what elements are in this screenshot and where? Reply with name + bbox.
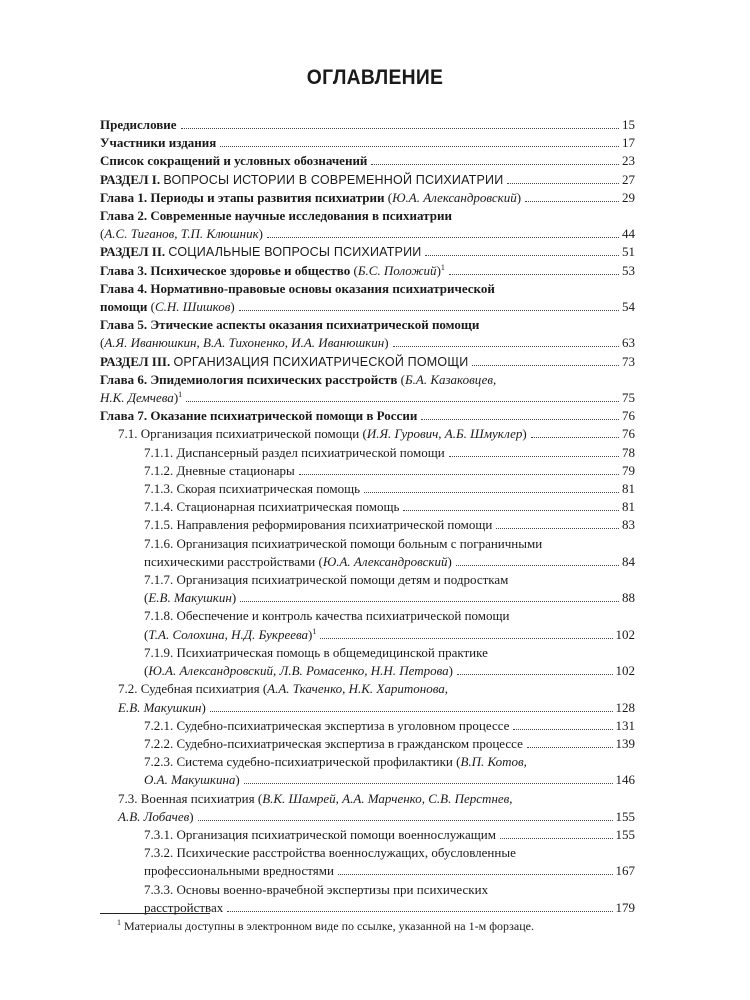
dot-leader xyxy=(513,729,612,730)
dot-leader xyxy=(239,310,619,311)
page-number: 128 xyxy=(615,699,635,715)
dot-leader xyxy=(240,601,619,602)
entry-text-segment: Т.А. Солохина, Н.Д. Букреева xyxy=(148,626,309,642)
page-number: 15 xyxy=(622,117,635,132)
page-number: 63 xyxy=(622,335,635,351)
toc-entry[interactable] xyxy=(100,462,635,480)
toc-entry-line xyxy=(100,262,635,280)
entry-text-segment: А.В. Лобачев xyxy=(118,808,190,824)
entry-text-segment: Глава 5. Этические аспекты оказания психиатрической помощи xyxy=(100,317,480,333)
toc-entry-line xyxy=(144,717,635,735)
toc-entry[interactable] xyxy=(100,571,635,607)
entry-text-segment: Н.К. Демчева xyxy=(100,390,174,406)
toc-entry-line xyxy=(144,662,635,680)
page-number: 78 xyxy=(622,444,635,460)
entry-text-segment: В.П. Котов, xyxy=(460,754,527,770)
entry-text-segment: РАЗДЕЛ II. xyxy=(100,244,166,260)
toc-entry-line xyxy=(144,589,635,607)
toc-entry[interactable] xyxy=(100,480,635,498)
toc-entry-line xyxy=(144,480,635,498)
page-number: 17 xyxy=(622,135,635,151)
entry-text-segment: ВОПРОСЫ ИСТОРИИ В СОВРЕМЕННОЙ ПСИХИАТРИИ xyxy=(163,172,504,187)
entry-text-segment: Глава 7. Оказание психиатрической помощи в России xyxy=(100,408,418,424)
dot-leader xyxy=(267,237,619,238)
toc-entry-line xyxy=(100,116,635,134)
page-number: 88 xyxy=(622,590,635,606)
entry-text-segment: ) xyxy=(189,808,194,824)
entry-text-segment: ) xyxy=(231,590,237,606)
toc-entry[interactable] xyxy=(100,826,635,844)
dot-leader xyxy=(525,201,619,202)
toc-entry[interactable] xyxy=(100,498,635,516)
toc-entry-line xyxy=(144,626,635,644)
page-number: 83 xyxy=(622,517,635,533)
entry-text-segment: 7.1.5. Направления реформирования психиатрической помощи xyxy=(144,517,493,533)
page-number: 155 xyxy=(615,808,635,824)
entry-text-segment: 1 xyxy=(178,390,183,400)
toc-entry[interactable] xyxy=(100,189,635,207)
toc-entry-line xyxy=(144,444,635,462)
dot-leader xyxy=(531,437,619,438)
toc-entry-line xyxy=(144,535,635,553)
dot-leader xyxy=(500,838,613,839)
dot-leader xyxy=(393,346,619,347)
entry-text-segment: ) xyxy=(308,626,313,642)
toc-entry-line xyxy=(144,516,635,534)
entry-text-segment: 7.3.2. Психические расстройства военнослужащих, обусловленные xyxy=(144,845,516,861)
toc-entry[interactable] xyxy=(100,680,635,716)
entry-text-segment: ( xyxy=(397,371,405,387)
entry-text-segment: Е.В. Макушкин xyxy=(118,699,202,715)
entry-text-segment: ( xyxy=(350,262,358,278)
toc-entry[interactable] xyxy=(100,207,635,243)
dot-leader xyxy=(220,146,619,147)
entry-text-segment: ) xyxy=(258,226,263,242)
page-number: 81 xyxy=(622,481,635,497)
dot-leader xyxy=(371,164,619,165)
entry-text-segment: 7.1.3. Скорая психиатрическая помощь xyxy=(144,481,361,497)
entry-text-segment: 7.1. Организация психиатрической помощи ( xyxy=(118,426,367,442)
entry-text-segment: С.Н. Шишков xyxy=(155,299,231,315)
toc-entry[interactable] xyxy=(100,280,635,316)
dot-leader xyxy=(364,492,619,493)
toc-entry-line xyxy=(100,407,635,425)
toc-entry-line xyxy=(144,881,635,899)
page-number: 102 xyxy=(615,663,635,679)
toc-entry-line xyxy=(100,353,635,371)
entry-text-segment: ) xyxy=(201,699,206,715)
page-number: 131 xyxy=(615,717,635,733)
toc-entry[interactable] xyxy=(100,753,635,789)
page-number: 155 xyxy=(615,826,635,842)
footnote-mark: 1 xyxy=(117,918,121,927)
dot-leader xyxy=(421,419,619,420)
entry-text-segment: 7.2.2. Судебно-психиатрическая экспертиза в гражданском процессе xyxy=(144,735,523,751)
dot-leader xyxy=(186,401,619,402)
toc-entry-line xyxy=(100,280,635,298)
entry-text-segment: 7.2. Судебная психиатрия ( xyxy=(118,681,268,697)
dot-leader xyxy=(299,474,619,475)
entry-text-segment: Ю.А. Александровский xyxy=(322,553,448,569)
dot-leader xyxy=(244,783,613,784)
entry-text-segment: 7.1.4. Стационарная психиатрическая помощь xyxy=(144,499,400,515)
toc-entry-line xyxy=(100,207,635,225)
dot-leader xyxy=(456,565,619,566)
page-number: 27 xyxy=(622,171,635,187)
page-number: 179 xyxy=(615,899,635,915)
toc-entry[interactable] xyxy=(100,152,635,170)
toc-entry[interactable] xyxy=(100,535,635,571)
entry-text-segment: А.А. Ткаченко, Н.К. Харитонова, xyxy=(267,681,449,697)
page-number: 29 xyxy=(622,189,635,205)
page-number: 54 xyxy=(622,299,635,315)
toc-entry-line xyxy=(100,243,635,261)
dot-leader xyxy=(210,711,613,712)
footnote-text: Материалы доступны в электронном виде по ссылке, указанной на 1-м форзаце. xyxy=(124,919,534,933)
toc-entry[interactable] xyxy=(100,171,635,189)
entry-text-segment: ) xyxy=(235,772,240,788)
dot-leader xyxy=(181,128,619,129)
dot-leader xyxy=(425,255,619,256)
entry-text-segment: А.Я. Иванюшкин, В.А. Тихоненко, И.А. Иванюшкин xyxy=(104,335,385,351)
page-number: 76 xyxy=(622,426,635,442)
toc-entry-line xyxy=(144,607,635,625)
dot-leader xyxy=(496,528,619,529)
entry-text-segment: 7.2.1. Судебно-психиатрическая экспертиза в уголовном процессе xyxy=(144,717,510,733)
dot-leader xyxy=(449,456,619,457)
page-number: 139 xyxy=(615,735,635,751)
entry-text-segment: ( xyxy=(144,663,149,679)
toc-entry[interactable] xyxy=(100,262,635,280)
dot-leader xyxy=(449,274,619,275)
page-number: 146 xyxy=(615,772,635,788)
toc-entry[interactable] xyxy=(100,371,635,407)
toc-entry-line xyxy=(144,771,635,789)
toc-entry-line xyxy=(118,790,635,808)
entry-text-segment: 7.1.6. Организация психиатрической помощи больным с пограничными xyxy=(144,535,543,551)
page-number: 76 xyxy=(622,408,635,424)
toc-entry[interactable] xyxy=(100,717,635,735)
toc-entry-line xyxy=(100,225,635,243)
toc-entry[interactable] xyxy=(100,516,635,534)
toc-entry-line xyxy=(144,462,635,480)
dot-leader xyxy=(198,820,613,821)
toc-entry-line xyxy=(144,862,635,880)
entry-text-segment: ( xyxy=(100,335,105,351)
toc-entry-line xyxy=(100,371,635,389)
toc-entry[interactable] xyxy=(100,243,635,261)
toc-entry-line xyxy=(144,498,635,516)
entry-text-segment: ) xyxy=(384,335,389,351)
entry-text-segment: Предисловие xyxy=(100,117,177,132)
entry-text-segment: Глава 2. Современные научные исследования в психиатрии xyxy=(100,208,452,224)
entry-text-segment: ) xyxy=(522,426,527,442)
dot-leader xyxy=(403,510,619,511)
entry-text-segment: СОЦИАЛЬНЫЕ ВОПРОСЫ ПСИХИАТРИИ xyxy=(168,245,422,260)
page-number: 75 xyxy=(622,390,635,406)
toc-entry-line xyxy=(144,899,635,917)
toc-entry-line xyxy=(118,425,635,443)
entry-text-segment: И.Я. Гурович, А.Б. Шмуклер xyxy=(366,426,523,442)
toc-entry-line xyxy=(118,680,635,698)
entry-text-segment: ОРГАНИЗАЦИЯ ПСИХИАТРИЧЕСКОЙ ПОМОЩИ xyxy=(173,354,469,369)
toc-entry[interactable] xyxy=(100,407,635,425)
dot-leader xyxy=(457,674,613,675)
entry-text-segment: 7.1.9. Психиатрическая помощь в общемедицинской практике xyxy=(144,644,488,660)
entry-text-segment: Список сокращений и условных обозначений xyxy=(100,153,368,169)
toc-entry[interactable] xyxy=(100,425,635,443)
entry-text-segment: Б.С. Положий xyxy=(357,262,437,278)
entry-text-segment: 7.1.7. Организация психиатрической помощи детям и подросткам xyxy=(144,572,509,588)
entry-text-segment: психическими расстройствами ( xyxy=(144,553,323,569)
entry-text-segment: 7.3. Военная психиатрия ( xyxy=(118,790,263,806)
entry-text-segment: 7.3.3. Основы военно-врачебной экспертизы при психических xyxy=(144,881,489,897)
entry-text-segment: ( xyxy=(147,299,155,315)
entry-text-segment: расстройствах xyxy=(144,899,224,915)
toc-entry-line xyxy=(144,826,635,844)
entry-text-segment: О.А. Макушкина xyxy=(144,772,236,788)
toc-entry[interactable] xyxy=(100,444,635,462)
entry-text-segment: ( xyxy=(144,626,149,642)
dot-leader xyxy=(507,183,619,184)
footnote-rule xyxy=(100,913,210,914)
entry-text-segment: 1 xyxy=(440,262,445,272)
entry-text-segment: 7.1.8. Обеспечение и контроль качества психиатрической помощи xyxy=(144,608,510,624)
entry-text-segment: Глава 3. Психическое здоровье и общество xyxy=(100,262,351,278)
toc-entry[interactable] xyxy=(100,735,635,753)
toc-entry-line xyxy=(118,808,635,826)
toc-entry-line xyxy=(144,553,635,571)
entry-text-segment: РАЗДЕЛ I. xyxy=(100,171,161,187)
entry-text-segment: Глава 4. Нормативно-правовые основы оказания психиатрической xyxy=(100,280,495,296)
entry-text-segment: Ю.А. Александровский, Л.В. Ромасенко, Н.Н. Петрова xyxy=(148,663,449,679)
toc-entry-line xyxy=(144,571,635,589)
toc-entry[interactable] xyxy=(100,316,635,352)
page-number: 102 xyxy=(615,626,635,642)
toc-entry[interactable] xyxy=(100,607,635,643)
entry-text-segment: ( xyxy=(144,590,149,606)
dot-leader xyxy=(320,638,612,639)
toc-entry-line xyxy=(100,152,635,170)
entry-text-segment: Б.А. Казаковцев, xyxy=(404,371,497,387)
entry-text-segment: 7.1.1. Диспансерный раздел психиатрической помощи xyxy=(144,444,445,460)
dot-leader xyxy=(227,911,612,912)
entry-text-segment: помощи xyxy=(100,299,148,315)
entry-text-segment: ( xyxy=(100,226,105,242)
toc-entry-line xyxy=(144,644,635,662)
entry-text-segment: Глава 1. Периоды и этапы развития психиатрии xyxy=(100,189,385,205)
toc-entry-line xyxy=(118,699,635,717)
entry-text-segment: Участники издания xyxy=(100,135,217,151)
entry-text-segment: ) xyxy=(516,189,522,205)
page-number: 53 xyxy=(622,262,635,278)
entry-text-segment: профессиональными вредностями xyxy=(144,863,334,879)
toc-entry-line xyxy=(144,735,635,753)
entry-text-segment: ) xyxy=(230,299,235,315)
page-number: 23 xyxy=(622,153,635,169)
toc-entry-line xyxy=(100,298,635,316)
dot-leader xyxy=(472,365,619,366)
entry-text-segment: В.К. Шамрей, А.А. Марченко, С.В. Перстнев, xyxy=(262,790,513,806)
toc-entry-line xyxy=(100,171,635,189)
dot-leader xyxy=(527,747,613,748)
toc-entry-line xyxy=(100,316,635,334)
toc-entry[interactable] xyxy=(100,644,635,680)
entry-text-segment: ) xyxy=(447,553,452,569)
page-number: 81 xyxy=(622,499,635,515)
page-number: 79 xyxy=(622,462,635,478)
toc-entry-line xyxy=(100,334,635,352)
table-of-contents xyxy=(100,116,635,917)
page-number: 73 xyxy=(622,353,635,369)
entry-text-segment: Глава 6. Эпидемиология психических расстройств xyxy=(100,371,398,387)
entry-text-segment: ( xyxy=(384,189,393,205)
toc-entry-line xyxy=(144,753,635,771)
entry-text-segment: 7.2.3. Система судебно-психиатрической профилактики ( xyxy=(144,754,461,770)
dot-leader xyxy=(338,874,613,875)
entry-text-segment: Е.В. Макушкин xyxy=(148,590,232,606)
entry-text-segment: А.С. Тиганов, Т.П. Клюшник xyxy=(104,226,259,242)
page-number: 51 xyxy=(622,244,635,260)
footnote xyxy=(117,919,534,934)
toc-entry-line xyxy=(100,389,635,407)
entry-text-segment: ) xyxy=(173,390,179,406)
toc-entry[interactable] xyxy=(100,134,635,152)
toc-entry[interactable] xyxy=(100,881,635,917)
toc-entry-line xyxy=(100,134,635,152)
entry-text-segment: 7.3.1. Организация психиатрической помощи военнослужащим xyxy=(144,826,496,842)
entry-text-segment: ) xyxy=(436,262,441,278)
entry-text-segment: РАЗДЕЛ III. xyxy=(100,353,171,369)
entry-text-segment: ) xyxy=(448,663,453,679)
page-number: 84 xyxy=(622,553,635,569)
entry-text-segment: 7.1.2. Дневные стационары xyxy=(144,462,295,478)
entry-text-segment: 1 xyxy=(312,626,317,636)
page-title: ОГЛАВЛЕНИЕ xyxy=(306,66,444,89)
page-number: 44 xyxy=(622,226,635,242)
toc-entry-line xyxy=(144,844,635,862)
entry-text-segment: Ю.А. Александровский xyxy=(392,189,517,205)
toc-entry[interactable] xyxy=(100,844,635,880)
toc-entry-line xyxy=(100,189,635,207)
page-number: 167 xyxy=(615,863,635,879)
toc-entry[interactable] xyxy=(100,790,635,826)
toc-entry[interactable] xyxy=(100,116,635,134)
toc-entry[interactable] xyxy=(100,353,635,371)
